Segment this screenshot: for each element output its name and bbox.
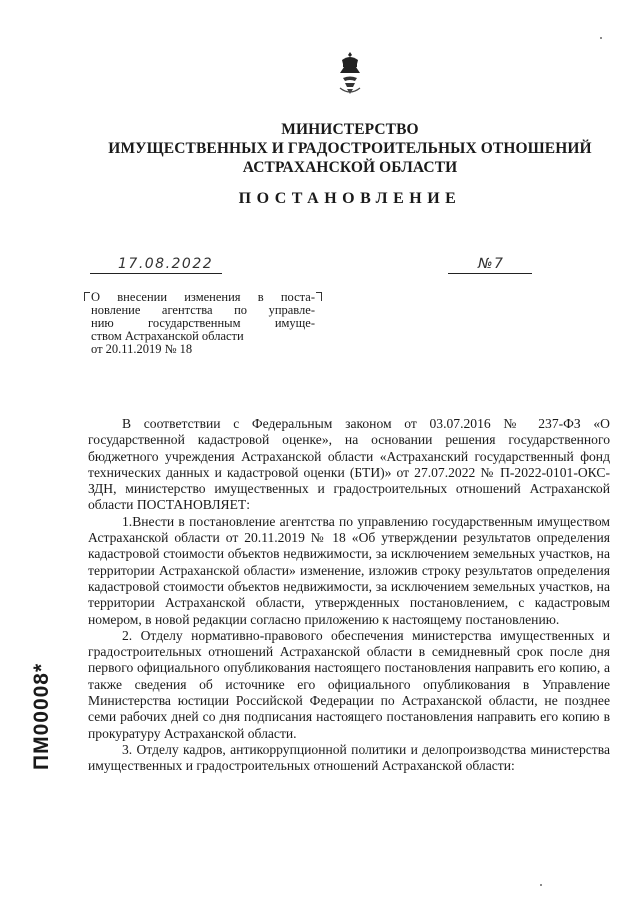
handwritten-date: 17.08.2022 [118, 256, 214, 272]
coat-of-arms-emblem [334, 50, 366, 98]
date-underline [90, 273, 222, 274]
subject-line: новление агентства по управле- [91, 303, 315, 317]
ministry-line-3: АСТРАХАНСКОЙ ОБЛАСТИ [242, 159, 458, 176]
subject-line: ством Астраханской области [91, 329, 244, 343]
document-body [88, 416, 610, 775]
ministry-line-2: ИМУЩЕСТВЕННЫХ И ГРАДОСТРОИТЕЛЬНЫХ ОТНОШЕНИЙ [108, 140, 592, 157]
subject-line: О внесении изменения в поста- [91, 290, 315, 304]
subject-block [91, 291, 315, 356]
number-underline [448, 273, 532, 274]
ministry-line-1: МИНИСТЕРСТВО [281, 121, 419, 138]
scan-speck [540, 884, 542, 886]
document-type-title: ПОСТАНОВЛЕНИЕ [238, 190, 462, 207]
subject-line: нию государственным имуще- [91, 316, 315, 330]
ministry-name [80, 120, 620, 177]
body-paragraph-2: 2. Отделу нормативно-правового обеспечения министерства имущественных и градостроительных отношений Астраханской области в семидневный срок после дня первого официального опубликования настоящего постановления направить его копию, а также сведения об источнике его официального опубликования в Управление Министерства юстиции Российской Федерации по Астраханской области, не позднее семи рабочих дней со дня подписания настоящего постановления направить его копию в прокуратуру Астраханской области. [88, 627, 610, 741]
body-paragraph-3: 3. Отделу кадров, антикоррупционной политики и делопроизводства министерства имущественных и градостроительных отношений Астраханской области: [88, 741, 610, 774]
subject-bracket-left [84, 292, 90, 301]
subject-bracket-right [316, 292, 322, 301]
handwritten-number: №7 [478, 256, 505, 272]
scan-speck [600, 37, 602, 39]
document-side-code: ПМ00008* [30, 662, 53, 770]
body-paragraph-preamble: В соответствии с Федеральным законом от 03.07.2016 № 237-ФЗ «О государственной кадастровой оценке», на основании решения государственного бюджетного учреждения Астраханской области «Астраханский государственный фонд технических данных и кадастровой оценки (БТИ)» от 27.07.2022 № П-2022-0101-ОКС-ЗДН, министерство имущественных и градостроительных отношений Астраханской области ПОСТАНОВЛЯЕТ: [88, 416, 610, 513]
body-paragraph-1: 1.Внести в постановление агентства по управлению государственным имуществом Астраханской области от 20.11.2019 № 18 «Об утверждении результатов определения кадастровой стоимости объектов недвижимости, за исключением земельных участков, на территории Астраханской области» изменение, изложив строку результатов определения кадастровой стоимости объектов недвижимости, за исключением земельных участков, на территории Астраханской области, утвержденных постановлением, с кадастровым номером, в новой редакции согласно приложению к настоящему постановлению. [88, 513, 610, 627]
subject-line: от 20.11.2019 № 18 [91, 342, 193, 356]
